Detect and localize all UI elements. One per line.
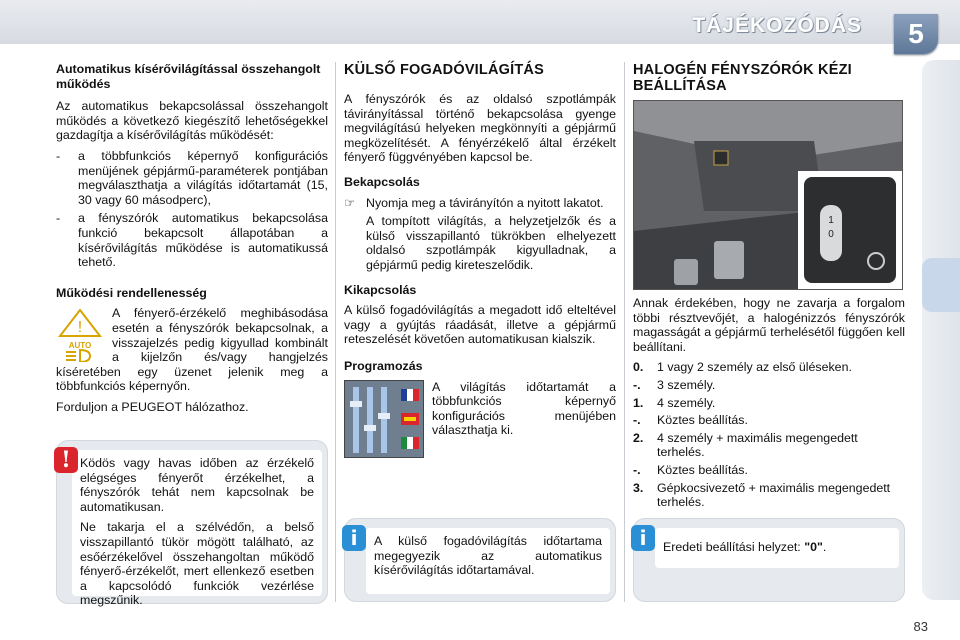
- paragraph: A külső fogadóvilágítás a megadott idő elteltével vagy a gyújtás ráadását, illetve a gépjármű reteszelését követően automatikusan kialszik.: [344, 303, 616, 347]
- section-heading: KÜLSŐ FOGADÓVILÁGÍTÁS: [344, 62, 544, 78]
- column-1: [56, 62, 328, 420]
- config-screen-image: [344, 380, 424, 458]
- column-2: [344, 62, 616, 458]
- column-3: [633, 62, 905, 102]
- info-icon: i: [631, 525, 655, 551]
- list-item: - a többfunkciós képernyő konfigurációs menüjének gépjármű-paraméterek pontjában megválaszthatja a világítás időtartamát (15, 30 vagy 60 másodperc),: [56, 148, 328, 207]
- page-title: TÁJÉKOZÓDÁS: [692, 14, 862, 37]
- list-item: 0. 1 vagy 2 személy az első üléseken.: [633, 360, 852, 375]
- info-box: [344, 518, 616, 602]
- default-position-value: "0": [804, 540, 823, 554]
- section-heading: Működési rendellenesség: [56, 285, 207, 300]
- list-item: 3. Gépkocsivezető + maximális megengedett terhelés.: [633, 480, 891, 510]
- dial-label-bottom: 0: [828, 229, 834, 240]
- dial-label-top: 1: [828, 215, 834, 226]
- list-item: -. Köztes beállítás.: [633, 462, 748, 477]
- warning-box-content: [72, 450, 322, 608]
- subheading: Programozás: [344, 358, 423, 373]
- section-heading: HALOGÉN FÉNYSZÓRÓK KÉZI BEÁLLÍTÁSA: [633, 62, 852, 94]
- auto-warning-icon: [56, 308, 106, 364]
- chapter-badge: 5: [894, 14, 938, 54]
- auto-label: AUTO: [68, 341, 92, 351]
- info-box-content: A külső fogadóvilágítás időtartama megegyezik az automatikus kísérővilágítás időtartamával.: [366, 528, 610, 594]
- paragraph: Az automatikus bekapcsolással összehangolt működés a következő kiegészítő lehetőségekkel gazdagítja a kísérővilágítás működését:: [56, 99, 328, 143]
- column-divider: [335, 62, 336, 602]
- list-item: -. Köztes beállítás.: [633, 413, 748, 428]
- paragraph: Annak érdekében, hogy ne zavarja a forgalom többi résztvevőjét, a halogénizzós fényszórók magasságát a gépjármű terhelésétől függően kell beállítani.: [633, 296, 905, 354]
- page-number: 83: [913, 619, 928, 634]
- list-item: -. 3 személy.: [633, 377, 716, 392]
- warning-box: [56, 440, 328, 608]
- list-item: 2. 4 személy + maximális megengedett terhelés.: [633, 430, 858, 460]
- section-heading: Automatikus kísérővilágítással összehangolt működés: [56, 62, 321, 91]
- list-item: 1. 4 személy.: [633, 395, 716, 410]
- subheading: Bekapcsolás: [344, 174, 420, 189]
- paragraph: Ködös vagy havas időben az érzékelő elégséges fényerőt érzékelhet, a fényszórók tehát nem kapcsolnak be automatikusan.: [80, 456, 314, 514]
- paragraph: A fényszórók és az oldalsó szpotlámpák távirányítással történő bekapcsolása gyenge megvilágítású helyeken megkönnyíti a gépjármű megközelítését. A fényérzékelő által érzékelt fényerő függvényében kapcsol be.: [344, 92, 616, 165]
- info-box-content: Eredeti beállítási helyzet: "0".: [655, 528, 899, 568]
- list-item: - a fényszórók automatikus bekapcsolása funkció bekapcsolt állapotában a kísérővilágítás működése is automatikussá tehető.: [56, 211, 328, 270]
- column-divider: [624, 62, 625, 602]
- paragraph: Ne takarja el a szélvédőn, a belső visszapillantó tükör mögött található, az esőérzékelővel összehangoltan működő fényerő-érzékelőt, mert ellenkező esetben a kapcsolódó funkciók vezérlése megszűnik.: [80, 520, 314, 608]
- side-tab: [922, 60, 960, 600]
- headlamp-adjuster-photo: [633, 100, 903, 290]
- side-tab-active: [922, 258, 960, 312]
- pointing-hand-icon: ☞: [344, 195, 356, 210]
- info-icon: i: [342, 525, 366, 551]
- column-3-body: [633, 296, 905, 513]
- svg-text:!: !: [77, 319, 83, 337]
- paragraph: A fényerő-érzékelő meghibásodása esetén a fényszórók bekapcsolnak, a visszajelzés pedig kigyullad kombinált a kijelzőn és/vagy hangjelzés kíséretében egy üzenet jelenik meg a többfunkciós képernyőn.: [56, 306, 328, 394]
- list-item: ☞ Nyomja meg a távirányítón a nyitott lakatot.: [344, 195, 604, 210]
- paragraph: A világítás időtartamát a többfunkciós képernyő konfigurációs menüjében választhatja ki.: [432, 379, 616, 438]
- warning-icon: !: [54, 447, 78, 473]
- paragraph: A tompított világítás, a helyzetjelzők és a külső visszapillantó tükrökben elhelyezett oldalsó szpotlámpák kigyulladnak, a gépjármű pedig kireteszelődik.: [366, 214, 616, 272]
- info-box: [633, 518, 905, 602]
- paragraph: Forduljon a PEUGEOT hálózathoz.: [56, 399, 249, 414]
- subheading: Kikapcsolás: [344, 282, 417, 297]
